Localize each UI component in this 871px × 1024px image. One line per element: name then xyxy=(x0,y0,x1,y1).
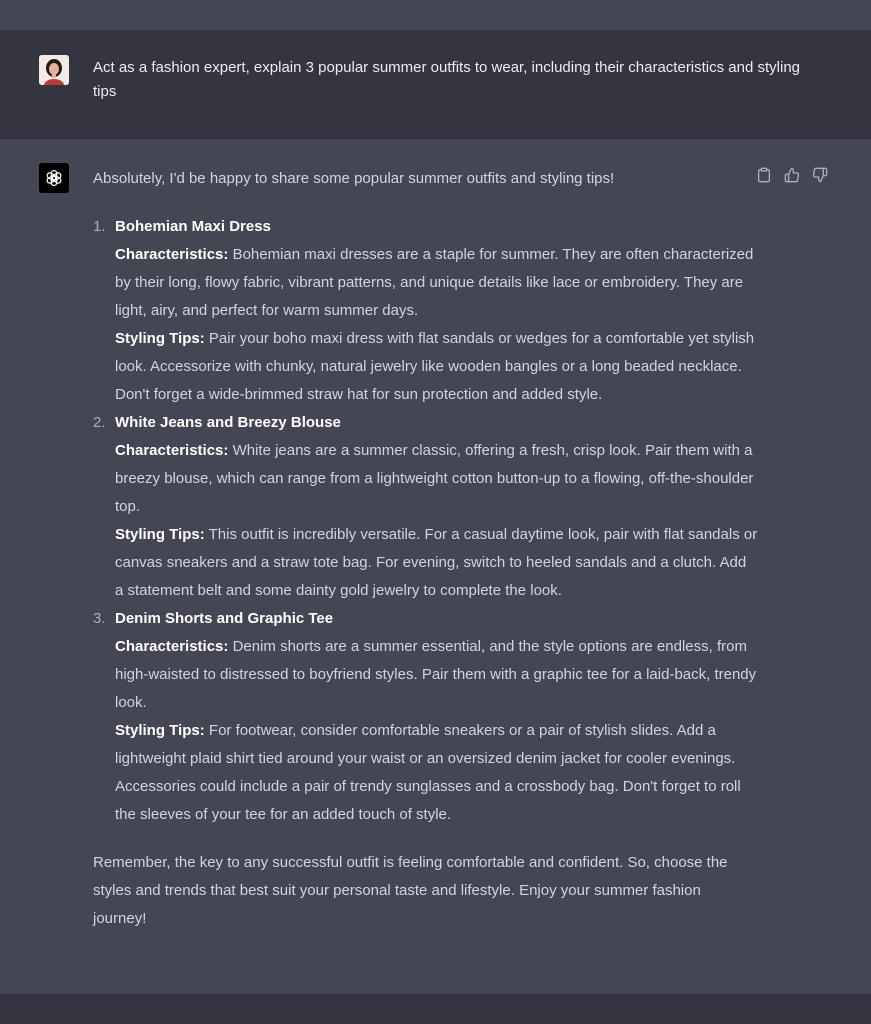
user-message-text: Act as a fashion expert, explain 3 popular summer outfits to wear, including their characteristics and styling tips xyxy=(93,59,801,100)
user-message-row xyxy=(0,30,871,139)
item-title: Bohemian Maxi Dress xyxy=(115,218,271,235)
list-item xyxy=(93,213,758,409)
item-styling xyxy=(115,717,758,829)
outfit-list xyxy=(93,213,758,829)
intro-text: Absolutely, I'd be happy to share some popular summer outfits and styling tips! xyxy=(93,170,615,187)
item-characteristics xyxy=(115,241,758,325)
characteristics-text: Bohemian maxi dresses are a staple for summer. They are often characterized by their long, flowy fabric, vibrant patterns, and unique details like lace or embroidery. They are light, airy, and perfect for warm summer days. xyxy=(115,246,754,319)
bottom-bar xyxy=(0,994,871,1024)
characteristics-label: Characteristics: xyxy=(115,246,229,263)
item-characteristics xyxy=(115,633,758,717)
styling-text: This outfit is incredibly versatile. For a casual daytime look, pair with flat sandals or canvas sneakers and a straw tote bag. For evening, switch to heeled sandals and a clutch. Add a statement belt and some dainty gold jewelry to complete the look. xyxy=(115,526,758,599)
user-avatar xyxy=(39,55,69,85)
characteristics-label: Characteristics: xyxy=(115,638,229,655)
list-number: 2. xyxy=(93,414,106,431)
message-actions xyxy=(755,166,829,184)
item-characteristics xyxy=(115,437,758,521)
list-item xyxy=(93,605,758,829)
item-title: Denim Shorts and Graphic Tee xyxy=(115,610,334,627)
styling-label: Styling Tips: xyxy=(115,330,205,347)
outro-text: Remember, the key to any successful outfit is feeling comfortable and confident. So, choose the styles and trends that best suit your personal taste and lifestyle. Enjoy your summer fashion journey! xyxy=(93,854,728,927)
list-item xyxy=(93,409,758,605)
assistant-message-content xyxy=(93,165,758,933)
assistant-message-row xyxy=(0,139,871,994)
openai-logo-icon xyxy=(39,163,69,193)
characteristics-label: Characteristics: xyxy=(115,442,229,459)
characteristics-text: Denim shorts are a summer essential, and the style options are endless, from high-waisted to distressed to boyfriend styles. Pair them with a graphic tee for a laid-back, trendy look. xyxy=(115,638,757,711)
styling-label: Styling Tips: xyxy=(115,526,205,543)
item-title: White Jeans and Breezy Blouse xyxy=(115,414,341,431)
list-number: 3. xyxy=(93,610,106,627)
styling-text: Pair your boho maxi dress with flat sandals or wedges for a comfortable yet stylish look. Accessorize with chunky, natural jewelry like wooden bangles or a long beaded necklace. Don't forget a wide-brimmed straw hat for sun protection and added style. xyxy=(115,330,755,403)
styling-text: For footwear, consider comfortable sneakers or a pair of stylish slides. Add a lightweight plaid shirt tied around your waist or an oversized denim jacket for cooler evenings. Accessories could include a pair of trendy sunglasses and a crossbody bag. Don't forget to roll the sleeves of your tee for an added touch of style. xyxy=(115,722,741,823)
styling-label: Styling Tips: xyxy=(115,722,205,739)
characteristics-text: White jeans are a summer classic, offering a fresh, crisp look. Pair them with a breezy blouse, which can range from a lightweight cotton button-up to a flowing, off-the-shoulder top. xyxy=(115,442,754,515)
item-styling xyxy=(115,325,758,409)
list-number: 1. xyxy=(93,218,106,235)
item-styling xyxy=(115,521,758,605)
thumbs-down-icon[interactable] xyxy=(811,166,829,184)
thumbs-up-icon[interactable] xyxy=(783,166,801,184)
top-bar xyxy=(0,0,871,30)
